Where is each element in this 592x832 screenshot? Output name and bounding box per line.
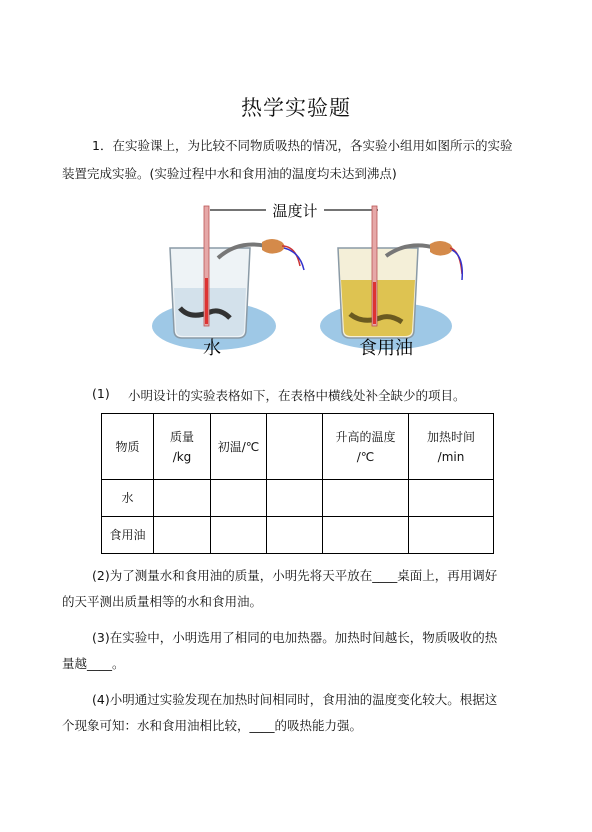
table-cell — [267, 480, 323, 517]
table-cell — [154, 517, 211, 554]
experiment-table — [101, 413, 494, 554]
question-1-intro-line-2: 装置完成实验。(实验过程中水和食用油的温度均未达到沸点) — [62, 166, 397, 181]
table-row — [102, 517, 494, 554]
sub-question-1-text: 小明设计的实验表格如下，在表格中横线处补全缺少的项目。 — [128, 388, 466, 403]
sub-question-4-line-2: 个现象可知：水和食用油相比较，____的吸热能力强。 — [62, 718, 363, 733]
sub-question-3-line-2: 量越____。 — [62, 656, 125, 671]
page-title: 热学实验题 — [241, 96, 351, 120]
sub-question-3-line-1: (3)在实验中，小明选用了相同的电加热器。加热时间越长，物质吸收的热 — [92, 630, 498, 645]
table-cell — [409, 480, 494, 517]
table-cell — [211, 517, 267, 554]
table-cell — [323, 480, 409, 517]
table-header-cell: 加热时间 /min — [409, 414, 494, 480]
water-label: 水 — [203, 338, 221, 359]
table-cell — [409, 517, 494, 554]
table-header-blank-cell — [267, 414, 323, 480]
table-header-cell: 初温/℃ — [211, 414, 267, 480]
water-beaker — [170, 206, 304, 338]
sub-question-2-line-1: (2)为了测量水和食用油的质量，小明先将天平放在____桌面上，再用调好 — [92, 568, 498, 583]
table-cell — [211, 480, 267, 517]
sub-question-1-number: (1) — [92, 386, 110, 401]
table-header-cell: 升高的温度 /℃ — [323, 414, 409, 480]
oil-label: 食用油 — [359, 338, 413, 359]
table-cell: 水 — [102, 480, 154, 517]
table-header-cell: 物质 — [102, 414, 154, 480]
table-row — [102, 480, 494, 517]
sub-question-4-line-1: (4)小明通过实验发现在加热时间相同时，食用油的温度变化较大。根据这 — [92, 692, 498, 707]
table-cell: 食用油 — [102, 517, 154, 554]
question-1-intro-line-1: 1．在实验课上，为比较不同物质吸热的情况，各实验小组用如图所示的实验 — [92, 138, 513, 153]
table-cell — [154, 480, 211, 517]
table-header-row — [102, 414, 494, 480]
table-cell — [267, 517, 323, 554]
thermometer-label: 温度计 — [272, 202, 318, 220]
experiment-figure — [150, 198, 466, 362]
table-header-cell: 质量 /kg — [154, 414, 211, 480]
table-cell — [323, 517, 409, 554]
sub-question-2-line-2: 的天平测出质量相等的水和食用油。 — [62, 594, 263, 609]
